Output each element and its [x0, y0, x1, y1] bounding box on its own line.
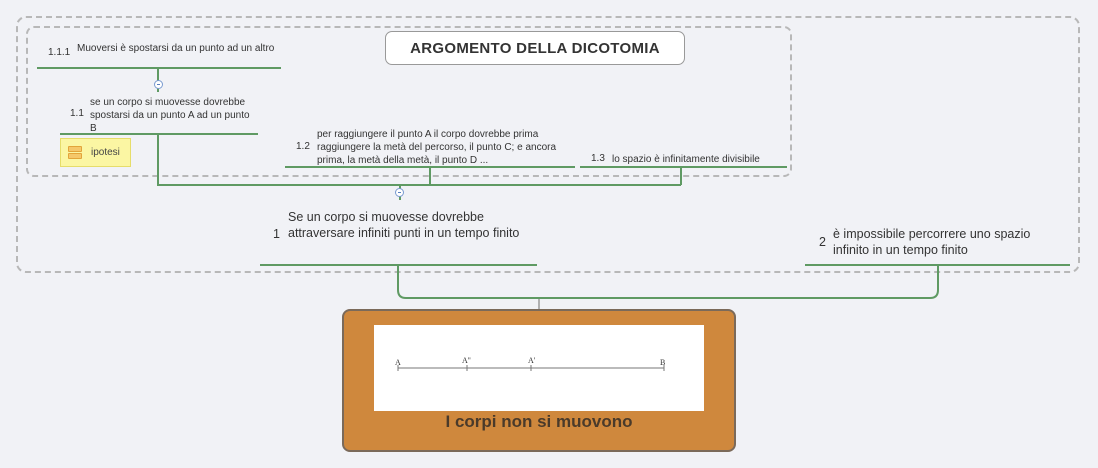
topic-number-1-2: 1.2 — [296, 141, 310, 152]
topic-1-2[interactable]: per raggiungere il punto A il corpo dovrebbe prima raggiungere la metà del percorso, il punto C; e ancora prima, la metà della metà, il punto D ... — [317, 129, 557, 166]
topic-number-1-1-1: 1.1.1 — [48, 47, 71, 58]
point-a1-label: A' — [528, 356, 536, 365]
label-icon — [68, 146, 82, 160]
topic-1-3[interactable]: lo spazio è infinitamente divisibile — [612, 154, 760, 165]
topic-number-2: 2 — [819, 235, 826, 249]
topic-number-1-3: 1.3 — [591, 153, 605, 164]
topic-1-1[interactable]: se un corpo si muovesse dovrebbe spostarsi da un punto A ad un punto B — [90, 97, 250, 134]
topic-1-1-1[interactable]: Muoversi è spostarsi da un punto ad un altro — [77, 43, 275, 54]
point-b-label: B — [660, 358, 666, 367]
collapse-toggle-1-1[interactable] — [154, 80, 163, 89]
central-topic-image — [374, 325, 704, 411]
point-a-label: A — [395, 358, 401, 367]
label-text: ipotesi — [91, 147, 120, 158]
point-a2-label: A'' — [462, 356, 471, 365]
label-ipotesi[interactable] — [60, 138, 131, 167]
topic-number-1-1: 1.1 — [70, 108, 84, 119]
summary-title[interactable]: ARGOMENTO DELLA DICOTOMIA — [385, 31, 685, 65]
topic-2[interactable]: è impossibile percorrere uno spazio infinito in un tempo finito — [833, 227, 1031, 257]
topic-1[interactable]: Se un corpo si muovesse dovrebbe attraversare infiniti punti in un tempo finito — [288, 210, 520, 240]
central-topic-title: I corpi non si muovono — [445, 412, 633, 431]
segment-diagram — [374, 325, 704, 411]
topic-number-1: 1 — [273, 227, 280, 241]
collapse-toggle-1[interactable] — [395, 188, 404, 197]
